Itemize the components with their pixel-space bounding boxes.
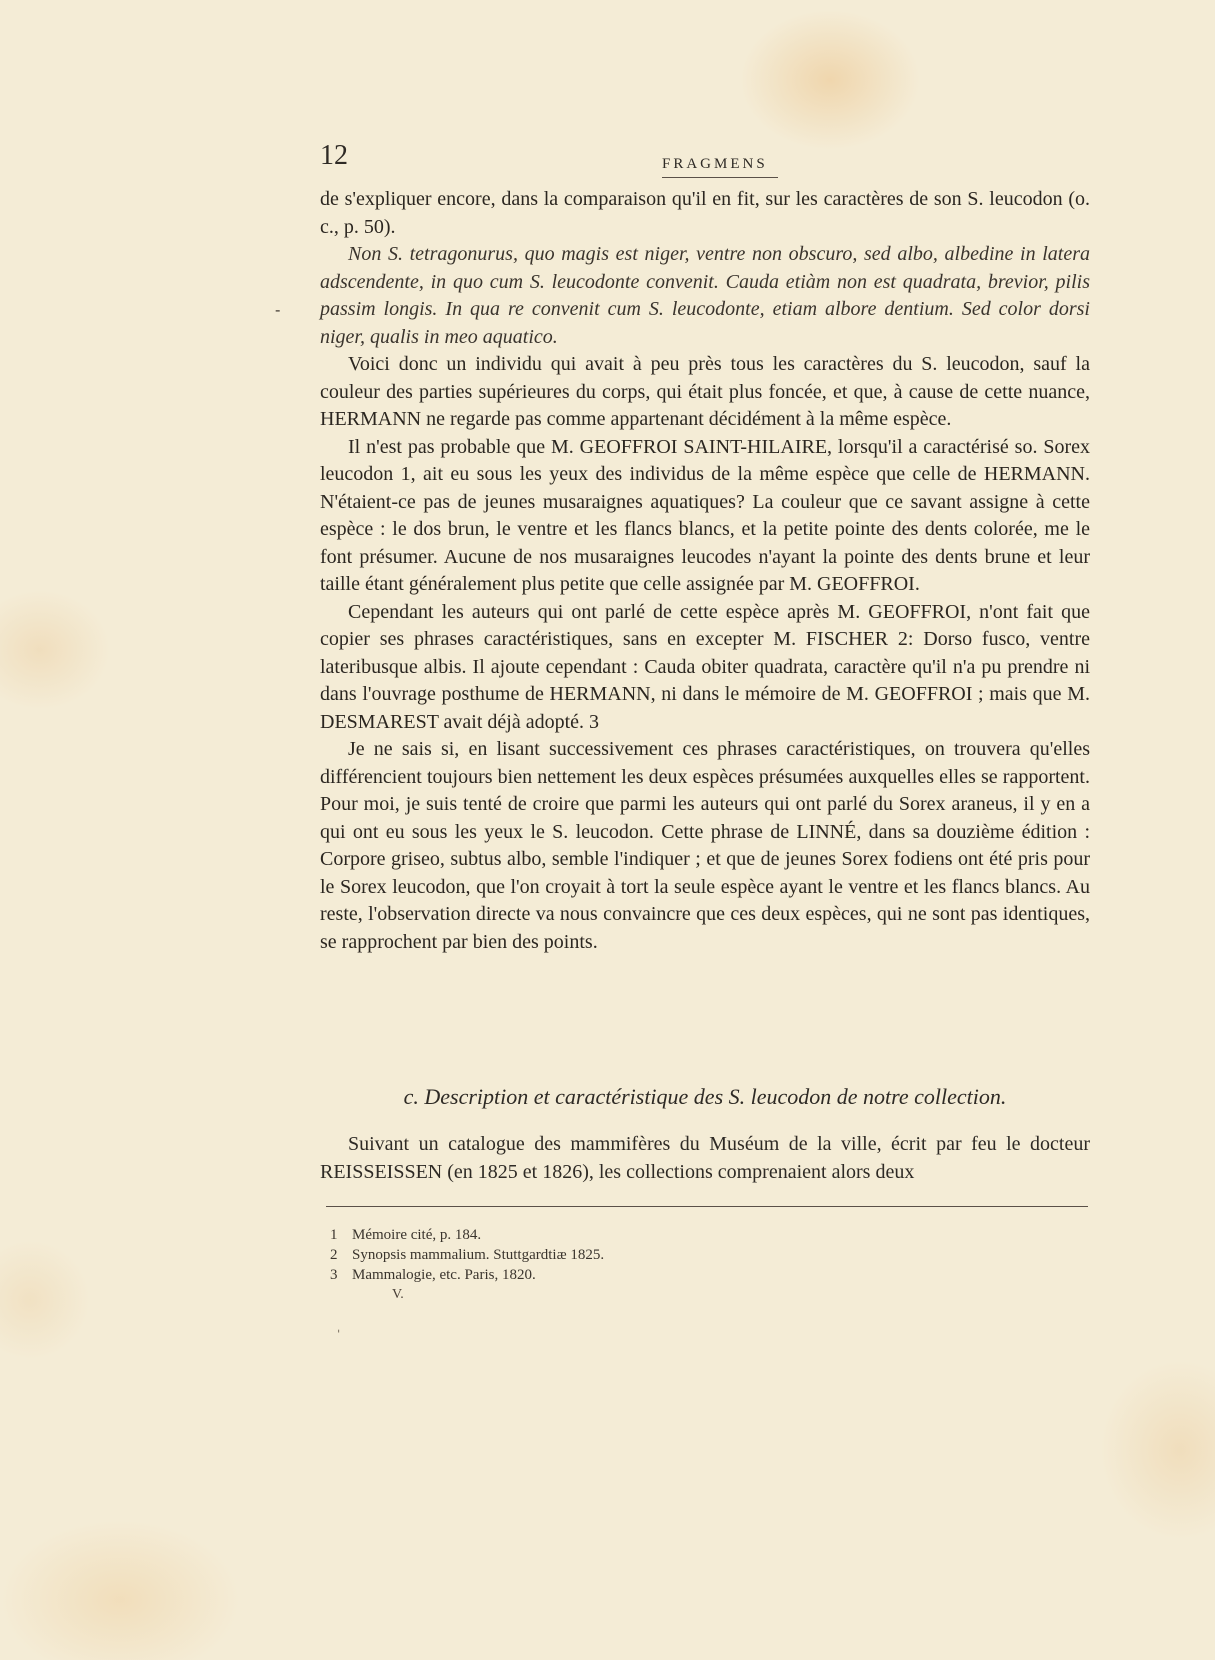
page-number: 12 bbox=[320, 140, 348, 171]
section-heading: c. Description et caractéristique des S. leucodon de notre collection. bbox=[403, 1084, 1007, 1109]
footnote-rule bbox=[326, 1206, 1088, 1207]
running-head: FRAGMENS bbox=[662, 156, 768, 172]
running-head-rule bbox=[662, 177, 778, 178]
closing-text bbox=[320, 1130, 1090, 1186]
paragraph-continuation: de s'expliquer encore, dans la comparaison qu'il en fit, sur les caractères de son S. leucodon (o. c., p. 50). bbox=[320, 188, 1090, 238]
footnote-3: 3 Mammalogie, etc. Paris, 1820. bbox=[330, 1267, 536, 1283]
footnote-1: 1 Mémoire cité, p. 184. bbox=[330, 1227, 482, 1243]
paragraph: Cependant les auteurs qui ont parlé de cette espèce après M. GEOFFROI, n'ont fait que copier ses phrases caractéristiques, sans en excepter M. FISCHER 2: Dorso fusco, ventre lateribusque albis. Il ajoute cependant : Cauda obiter quadrata, caractère qu'il n'a pu prendre ni dans l'ouvrage posthume de HERMANN, ni dans le mémoire de M. GEOFFROI ; mais que M. DESMAREST avait déjà adopté. 3 bbox=[320, 600, 1090, 733]
paragraph: Suivant un catalogue des mammifères du Muséum de la ville, écrit par feu le docteur REISSEISSEN (en 1825 et 1826), les collections comprenaient alors deux bbox=[320, 1133, 1090, 1183]
body-text bbox=[320, 186, 1090, 956]
page-header bbox=[320, 140, 1040, 180]
signature-mark: V. bbox=[392, 1287, 404, 1302]
margin-mark: - bbox=[275, 300, 281, 319]
paragraph: Voici donc un individu qui avait à peu près tous les caractères du S. leucodon, sauf la couleur des parties supérieures du corps, qui était plus foncée, et que, à cause de cette nuance, HERMANN ne regarde pas comme appartenant décidément à la même espèce. bbox=[320, 353, 1090, 430]
footnote-2: 2 Synopsis mammalium. Stuttgardtiæ 1825. bbox=[330, 1247, 605, 1263]
paragraph: Je ne sais si, en lisant successivement ces phrases caractéristiques, on trouvera qu'elles différencient toujours bien nettement les deux espèces présumées auxquelles elles se rapportent. Pour moi, je suis tenté de croire que parmi les auteurs qui ont parlé du Sorex araneus, il y en a qui ont eu sous les yeux le S. leucodon. Cette phrase de LINNÉ, dans sa douzième édition : Corpore griseo, subtus albo, semble l'indiquer ; et que de jeunes Sorex fodiens ont été pris pour le Sorex leucodon, que l'on croyait à tort la seule espèce ayant le ventre et les flancs blancs. Au reste, l'observation directe va nous convaincre que ces deux espèces, qui ne sont pas identiques, se rapprochent par bien des points. bbox=[320, 738, 1090, 953]
footnotes bbox=[330, 1225, 1030, 1285]
paragraph: Il n'est pas probable que M. GEOFFROI SAINT-HILAIRE, lorsqu'il a caractérisé so. Sorex leucodon 1, ait eu sous les yeux des individus de la même espèce que celle de HERMANN. N'étaient-ce pas de jeunes musaraignes aquatiques? La couleur que ce savant assigne à cette espèce : le dos brun, le ventre et les flancs blancs, et la petite pointe des dents colorée, me le font présumer. Aucune de nos musaraignes leucodes n'ayant la pointe des dents brune et leur taille étant généralement plus petite que celle assignée par M. GEOFFROI. bbox=[320, 435, 1090, 595]
latin-quotation: Non S. tetragonurus, quo magis est niger, ventre non obscuro, sed albo, albedine in latera adscendente, in quo cum S. leucodonte convenit. Cauda etiàm non est quadrata, brevior, pilis passim longis. In qua re convenit cum S. leucodonte, etiam albore dentium. Sed color dorsi niger, qualis in meo aquatico. bbox=[320, 243, 1090, 348]
ink-smudge: ˌ bbox=[337, 1320, 341, 1334]
